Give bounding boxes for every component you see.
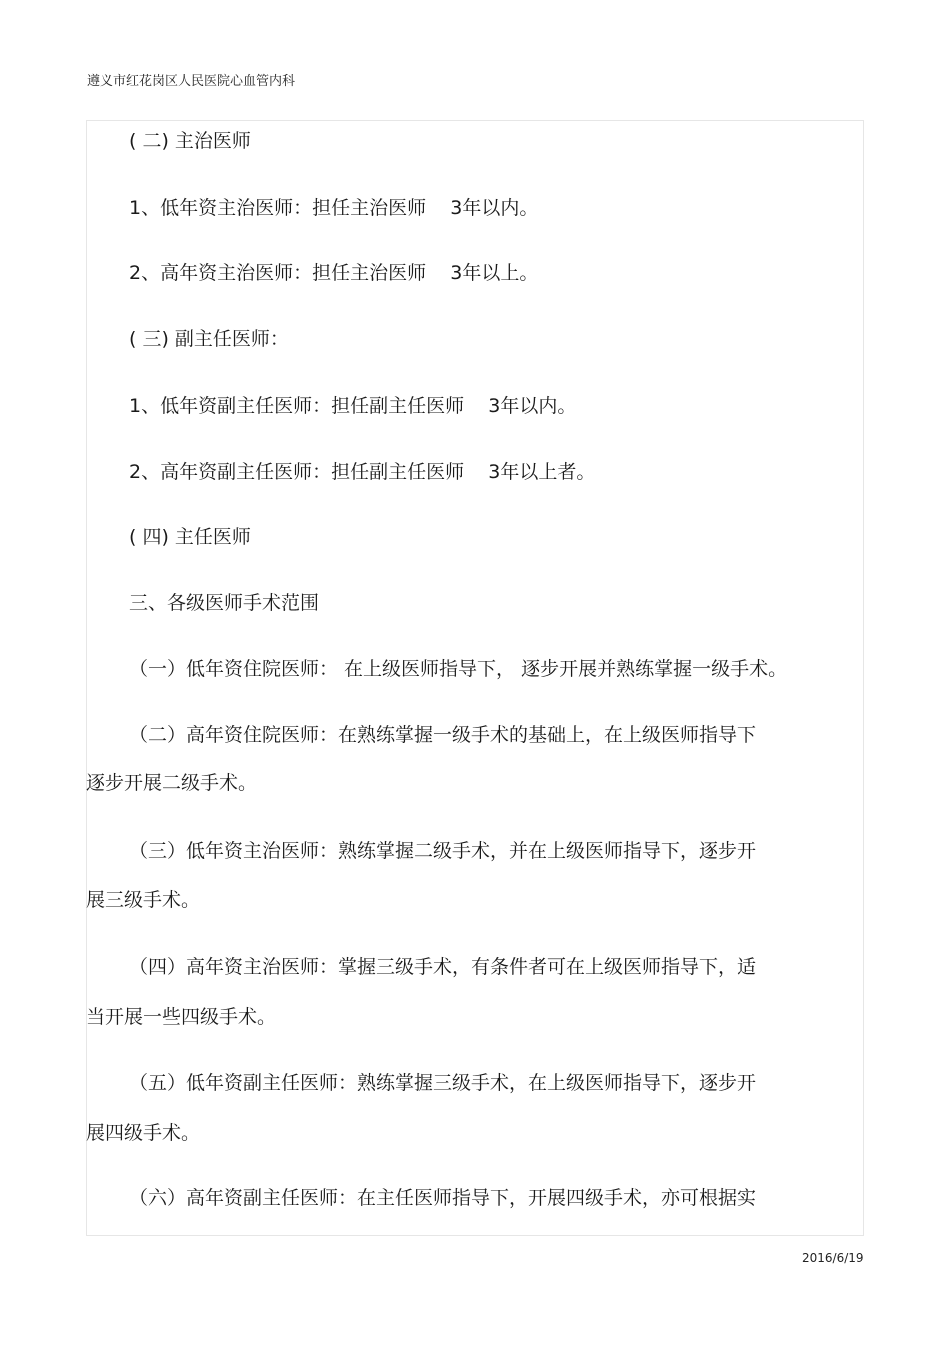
paragraph-line: 展四级手术。	[86, 1122, 201, 1144]
document-date: 2016/6/19	[802, 1251, 864, 1265]
paragraph-line: （二）高年资住院医师：在熟练掌握一级手术的基础上，在上级医师指导下	[129, 724, 757, 746]
document-header: 遵义市红花岗区人民医院心血管内科	[87, 74, 296, 89]
paragraph-line: 逐步开展二级手术。	[86, 772, 258, 794]
section-chief-heading: ( 四) 主任医师	[129, 526, 251, 548]
paragraph-line: 2、高年资副主任医师：担任副主任医师 3年以上者。	[129, 461, 596, 483]
section-surgery-scope-heading: 三、各级医师手术范围	[129, 592, 320, 614]
section-associate-chief-heading: ( 三) 副主任医师：	[129, 328, 289, 350]
paragraph-line: （五）低年资副主任医师：熟练掌握三级手术，在上级医师指导下，逐步开	[129, 1072, 757, 1094]
paragraph-line: （三）低年资主治医师：熟练掌握二级手术，并在上级医师指导下，逐步开	[129, 840, 757, 862]
section-attending-heading: ( 二) 主治医师	[129, 130, 251, 152]
paragraph-line: 当开展一些四级手术。	[86, 1006, 277, 1028]
paragraph-line: （一）低年资住院医师： 在上级医师指导下， 逐步开展并熟练掌握一级手术。	[129, 658, 788, 680]
paragraph-line: 2、高年资主治医师：担任主治医师 3年以上。	[129, 262, 539, 284]
paragraph-line: 1、低年资副主任医师：担任副主任医师 3年以内。	[129, 395, 577, 417]
paragraph-line: （四）高年资主治医师：掌握三级手术，有条件者可在上级医师指导下，适	[129, 956, 757, 978]
paragraph-line: 1、低年资主治医师：担任主治医师 3年以内。	[129, 197, 539, 219]
paragraph-line: （六）高年资副主任医师：在主任医师指导下，开展四级手术，亦可根据实	[129, 1187, 757, 1209]
paragraph-line: 展三级手术。	[86, 889, 201, 911]
